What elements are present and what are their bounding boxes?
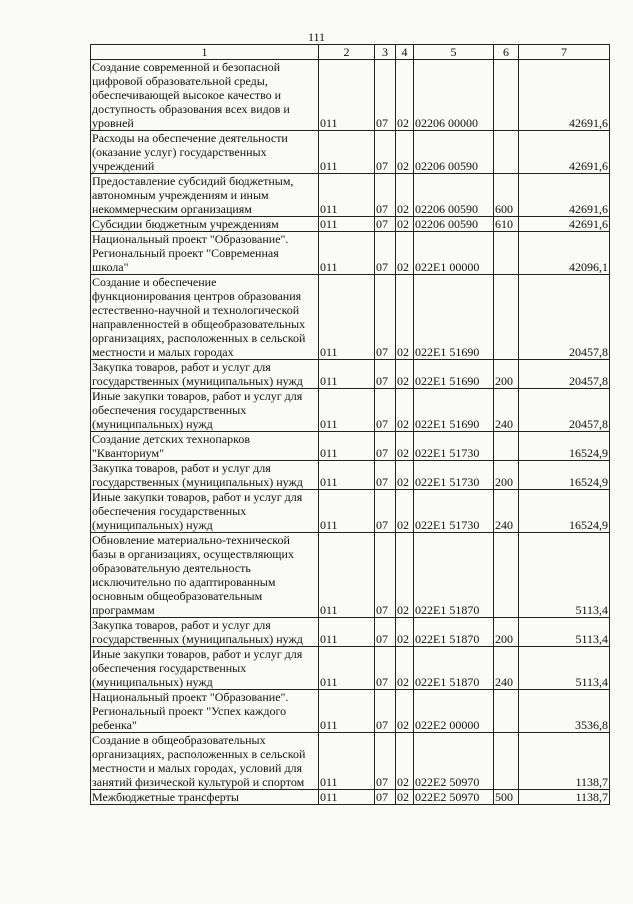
amount: 42691,6 [519, 174, 610, 217]
section-code: 07 [375, 360, 396, 389]
subsection-code: 02 [396, 490, 414, 533]
amount: 5113,4 [519, 533, 610, 618]
row-name: Создание в общеобразовательных организациях, расположенных в сельской местности и малых городах, условий для занятий физической культурой и спортом [91, 733, 319, 790]
subsection-code: 02 [396, 618, 414, 647]
article-code: 022E2 00000 [414, 690, 494, 733]
section-code: 07 [375, 690, 396, 733]
table-row [91, 360, 610, 389]
ministry-code: 011 [319, 389, 375, 432]
amount: 1138,7 [519, 733, 610, 790]
row-name: Субсидии бюджетным учреждениям [91, 217, 319, 232]
section-code: 07 [375, 232, 396, 275]
expense-type-code [494, 733, 519, 790]
table-row [91, 60, 610, 131]
table-row [91, 690, 610, 733]
ministry-code: 011 [319, 432, 375, 461]
ministry-code: 011 [319, 360, 375, 389]
article-code: 022E1 51730 [414, 461, 494, 490]
expense-type-code: 200 [494, 618, 519, 647]
article-code: 022E1 51690 [414, 275, 494, 360]
table-row [91, 389, 610, 432]
row-name: Закупка товаров, работ и услуг для государственных (муниципальных) нужд [91, 461, 319, 490]
subsection-code: 02 [396, 60, 414, 131]
subsection-code: 02 [396, 232, 414, 275]
amount: 1138,7 [519, 790, 610, 805]
header-cell: 5 [414, 45, 494, 60]
amount: 16524,9 [519, 432, 610, 461]
expense-type-code [494, 690, 519, 733]
header-cell: 4 [396, 45, 414, 60]
table-row [91, 275, 610, 360]
subsection-code: 02 [396, 432, 414, 461]
amount: 20457,8 [519, 275, 610, 360]
subsection-code: 02 [396, 131, 414, 174]
amount: 42691,6 [519, 131, 610, 174]
section-code: 07 [375, 533, 396, 618]
expense-type-code: 200 [494, 360, 519, 389]
ministry-code: 011 [319, 647, 375, 690]
subsection-code: 02 [396, 647, 414, 690]
row-name: Закупка товаров, работ и услуг для государственных (муниципальных) нужд [91, 360, 319, 389]
ministry-code: 011 [319, 275, 375, 360]
table-row [91, 618, 610, 647]
article-code: 02206 00590 [414, 217, 494, 232]
article-code: 022E2 50970 [414, 790, 494, 805]
expense-type-code [494, 275, 519, 360]
ministry-code: 011 [319, 174, 375, 217]
row-name: Национальный проект "Образование". Региональный проект "Успех каждого ребенка" [91, 690, 319, 733]
expense-type-code [494, 432, 519, 461]
article-code: 022E1 51870 [414, 618, 494, 647]
expense-type-code: 240 [494, 389, 519, 432]
amount: 3536,8 [519, 690, 610, 733]
section-code: 07 [375, 60, 396, 131]
ministry-code: 011 [319, 60, 375, 131]
expense-type-code: 240 [494, 490, 519, 533]
row-name: Создание современной и безопасной цифровой образовательной среды, обеспечивающей высокое качество и доступность образования всех видов и уровней [91, 60, 319, 131]
expense-type-code: 610 [494, 217, 519, 232]
expense-type-code: 500 [494, 790, 519, 805]
article-code: 022E2 50970 [414, 733, 494, 790]
article-code: 02206 00000 [414, 60, 494, 131]
ministry-code: 011 [319, 217, 375, 232]
row-name: Расходы на обеспечение деятельности (оказание услуг) государственных учреждений [91, 131, 319, 174]
row-name: Иные закупки товаров, работ и услуг для обеспечения государственных (муниципальных) нужд [91, 647, 319, 690]
subsection-code: 02 [396, 275, 414, 360]
expense-type-code [494, 533, 519, 618]
subsection-code: 02 [396, 733, 414, 790]
table-row [91, 647, 610, 690]
table-row [91, 217, 610, 232]
amount: 42691,6 [519, 217, 610, 232]
subsection-code: 02 [396, 174, 414, 217]
header-cell: 3 [375, 45, 396, 60]
ministry-code: 011 [319, 690, 375, 733]
header-cell: 6 [494, 45, 519, 60]
subsection-code: 02 [396, 217, 414, 232]
section-code: 07 [375, 461, 396, 490]
article-code: 022E1 51870 [414, 647, 494, 690]
ministry-code: 011 [319, 461, 375, 490]
section-code: 07 [375, 275, 396, 360]
section-code: 07 [375, 790, 396, 805]
article-code: 02206 00590 [414, 174, 494, 217]
amount: 16524,9 [519, 461, 610, 490]
amount: 5113,4 [519, 647, 610, 690]
ministry-code: 011 [319, 790, 375, 805]
table-row [91, 232, 610, 275]
row-name: Создание и обеспечение функционирования центров образования естественно-научной и технологической направленностей в общеобразовательных организациях, расположенных в сельской местности и малых городах [91, 275, 319, 360]
table-row [91, 490, 610, 533]
article-code: 022E1 51870 [414, 533, 494, 618]
header-cell: 7 [519, 45, 610, 60]
section-code: 07 [375, 490, 396, 533]
subsection-code: 02 [396, 389, 414, 432]
article-code: 022E1 51690 [414, 360, 494, 389]
subsection-code: 02 [396, 461, 414, 490]
amount: 16524,9 [519, 490, 610, 533]
section-code: 07 [375, 618, 396, 647]
row-name: Межбюджетные трансферты [91, 790, 319, 805]
header-row [91, 45, 610, 60]
page-number: 111 [307, 30, 326, 44]
table-row [91, 432, 610, 461]
expense-type-code [494, 131, 519, 174]
section-code: 07 [375, 131, 396, 174]
table-row [91, 131, 610, 174]
table-row [91, 533, 610, 618]
amount: 5113,4 [519, 618, 610, 647]
ministry-code: 011 [319, 618, 375, 647]
table-row [91, 790, 610, 805]
header-cell: 1 [91, 45, 319, 60]
expense-type-code [494, 60, 519, 131]
expense-type-code: 240 [494, 647, 519, 690]
article-code: 022E1 51730 [414, 490, 494, 533]
subsection-code: 02 [396, 790, 414, 805]
expense-type-code: 200 [494, 461, 519, 490]
row-name: Закупка товаров, работ и услуг для государственных (муниципальных) нужд [91, 618, 319, 647]
row-name: Предоставление субсидий бюджетным, автономным учреждениям и иным некоммерческим организациям [91, 174, 319, 217]
table-row [91, 733, 610, 790]
row-name: Создание детских технопарков "Кванториум" [91, 432, 319, 461]
expense-type-code: 600 [494, 174, 519, 217]
section-code: 07 [375, 733, 396, 790]
subsection-code: 02 [396, 533, 414, 618]
article-code: 02206 00590 [414, 131, 494, 174]
budget-table [90, 44, 610, 805]
section-code: 07 [375, 647, 396, 690]
ministry-code: 011 [319, 733, 375, 790]
article-code: 022E1 00000 [414, 232, 494, 275]
section-code: 07 [375, 389, 396, 432]
section-code: 07 [375, 217, 396, 232]
amount: 20457,8 [519, 360, 610, 389]
section-code: 07 [375, 432, 396, 461]
amount: 42096,1 [519, 232, 610, 275]
section-code: 07 [375, 174, 396, 217]
row-name: Национальный проект "Образование". Региональный проект "Современная школа" [91, 232, 319, 275]
row-name: Иные закупки товаров, работ и услуг для обеспечения государственных (муниципальных) нужд [91, 389, 319, 432]
expense-type-code [494, 232, 519, 275]
amount: 20457,8 [519, 389, 610, 432]
subsection-code: 02 [396, 690, 414, 733]
table-row [91, 174, 610, 217]
row-name: Обновление материально-технической базы в организациях, осуществляющих образовательную деятельность исключительно по адаптированным основным общеобразовательным программам [91, 533, 319, 618]
amount: 42691,6 [519, 60, 610, 131]
ministry-code: 011 [319, 533, 375, 618]
table-row [91, 461, 610, 490]
ministry-code: 011 [319, 490, 375, 533]
ministry-code: 011 [319, 131, 375, 174]
article-code: 022E1 51730 [414, 432, 494, 461]
article-code: 022E1 51690 [414, 389, 494, 432]
header-cell: 2 [319, 45, 375, 60]
row-name: Иные закупки товаров, работ и услуг для обеспечения государственных (муниципальных) нужд [91, 490, 319, 533]
subsection-code: 02 [396, 360, 414, 389]
ministry-code: 011 [319, 232, 375, 275]
